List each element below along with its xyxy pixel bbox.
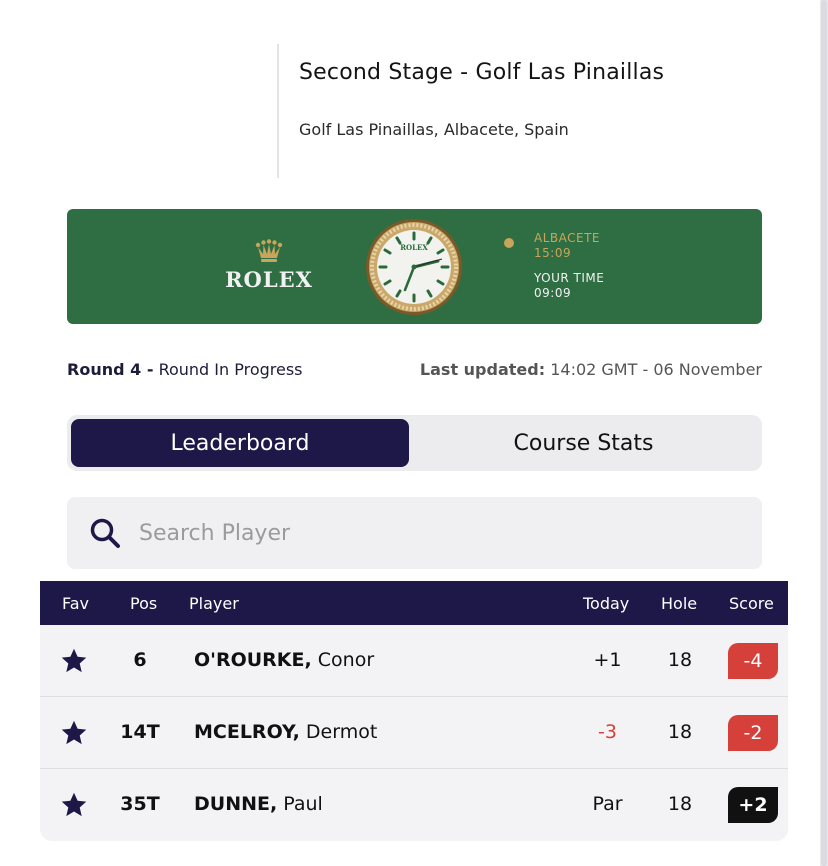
total-score-badge: +2 <box>728 787 778 823</box>
svg-text:ROLEX: ROLEX <box>400 243 428 252</box>
table-row[interactable] <box>40 625 788 697</box>
round-progress: Round In Progress <box>158 360 303 379</box>
tab-leaderboard[interactable]: Leaderboard <box>71 419 409 467</box>
search-icon[interactable] <box>89 517 121 549</box>
clock-icon <box>365 218 463 316</box>
star-icon[interactable] <box>60 647 88 675</box>
table-header <box>40 581 788 625</box>
today-score: -3 <box>598 721 617 743</box>
player-name[interactable] <box>194 793 323 815</box>
star-icon[interactable] <box>60 719 88 747</box>
rolex-logo <box>219 239 319 292</box>
event-header <box>0 0 828 190</box>
search-input[interactable] <box>139 511 739 555</box>
total-score-badge: -4 <box>728 643 778 679</box>
last-updated <box>420 360 762 379</box>
round-label: Round 4 - <box>67 360 154 379</box>
header-divider <box>277 44 279 178</box>
your-time: 09:09 <box>534 286 572 300</box>
player-firstname: Paul <box>283 793 323 815</box>
header-hole[interactable]: Hole <box>661 594 698 613</box>
leaderboard-table <box>40 581 788 841</box>
player-surname: MCELROY, <box>194 721 300 743</box>
hole-number: 18 <box>667 649 693 671</box>
view-tabs <box>67 415 762 471</box>
hole-number: 18 <box>667 793 693 815</box>
header-score[interactable]: Score <box>729 594 774 613</box>
rolex-clock-banner[interactable] <box>67 209 762 324</box>
player-firstname: Dermot <box>305 721 378 743</box>
header-player[interactable]: Player <box>189 594 239 613</box>
player-surname: O'ROURKE, <box>194 649 312 671</box>
player-position: 35T <box>120 793 160 815</box>
header-today[interactable]: Today <box>583 594 630 613</box>
header-fav[interactable]: Fav <box>62 594 90 613</box>
last-updated-label: Last updated: <box>419 360 546 379</box>
search-box[interactable] <box>67 497 762 569</box>
player-surname: DUNNE, <box>194 793 278 815</box>
last-updated-value: 14:02 GMT - 06 November <box>550 360 762 379</box>
player-position: 6 <box>133 649 147 671</box>
your-time-label: YOUR TIME <box>534 271 605 285</box>
player-name[interactable] <box>194 721 377 743</box>
header-pos[interactable]: Pos <box>130 594 158 613</box>
today-score: +1 <box>593 649 622 671</box>
star-icon[interactable] <box>60 791 88 819</box>
tab-course-stats[interactable]: Course Stats <box>513 430 654 456</box>
hole-number: 18 <box>667 721 693 743</box>
rolex-wordmark: ROLEX <box>225 267 313 292</box>
table-row[interactable] <box>40 697 788 769</box>
round-status <box>67 360 303 379</box>
crown-icon <box>254 239 284 265</box>
event-location: Golf Las Pinaillas, Albacete, Spain <box>299 120 569 139</box>
player-firstname: Conor <box>317 649 375 671</box>
table-row[interactable] <box>40 769 788 841</box>
location-dot-icon <box>504 238 514 248</box>
total-score-badge: -2 <box>728 715 778 751</box>
event-title: Second Stage - Golf Las Pinaillas <box>299 60 665 85</box>
today-score: Par <box>592 793 623 815</box>
city-time: 15:09 <box>534 246 572 260</box>
player-position: 14T <box>120 721 160 743</box>
player-name[interactable] <box>194 649 374 671</box>
city-name: ALBACETE <box>534 231 600 245</box>
